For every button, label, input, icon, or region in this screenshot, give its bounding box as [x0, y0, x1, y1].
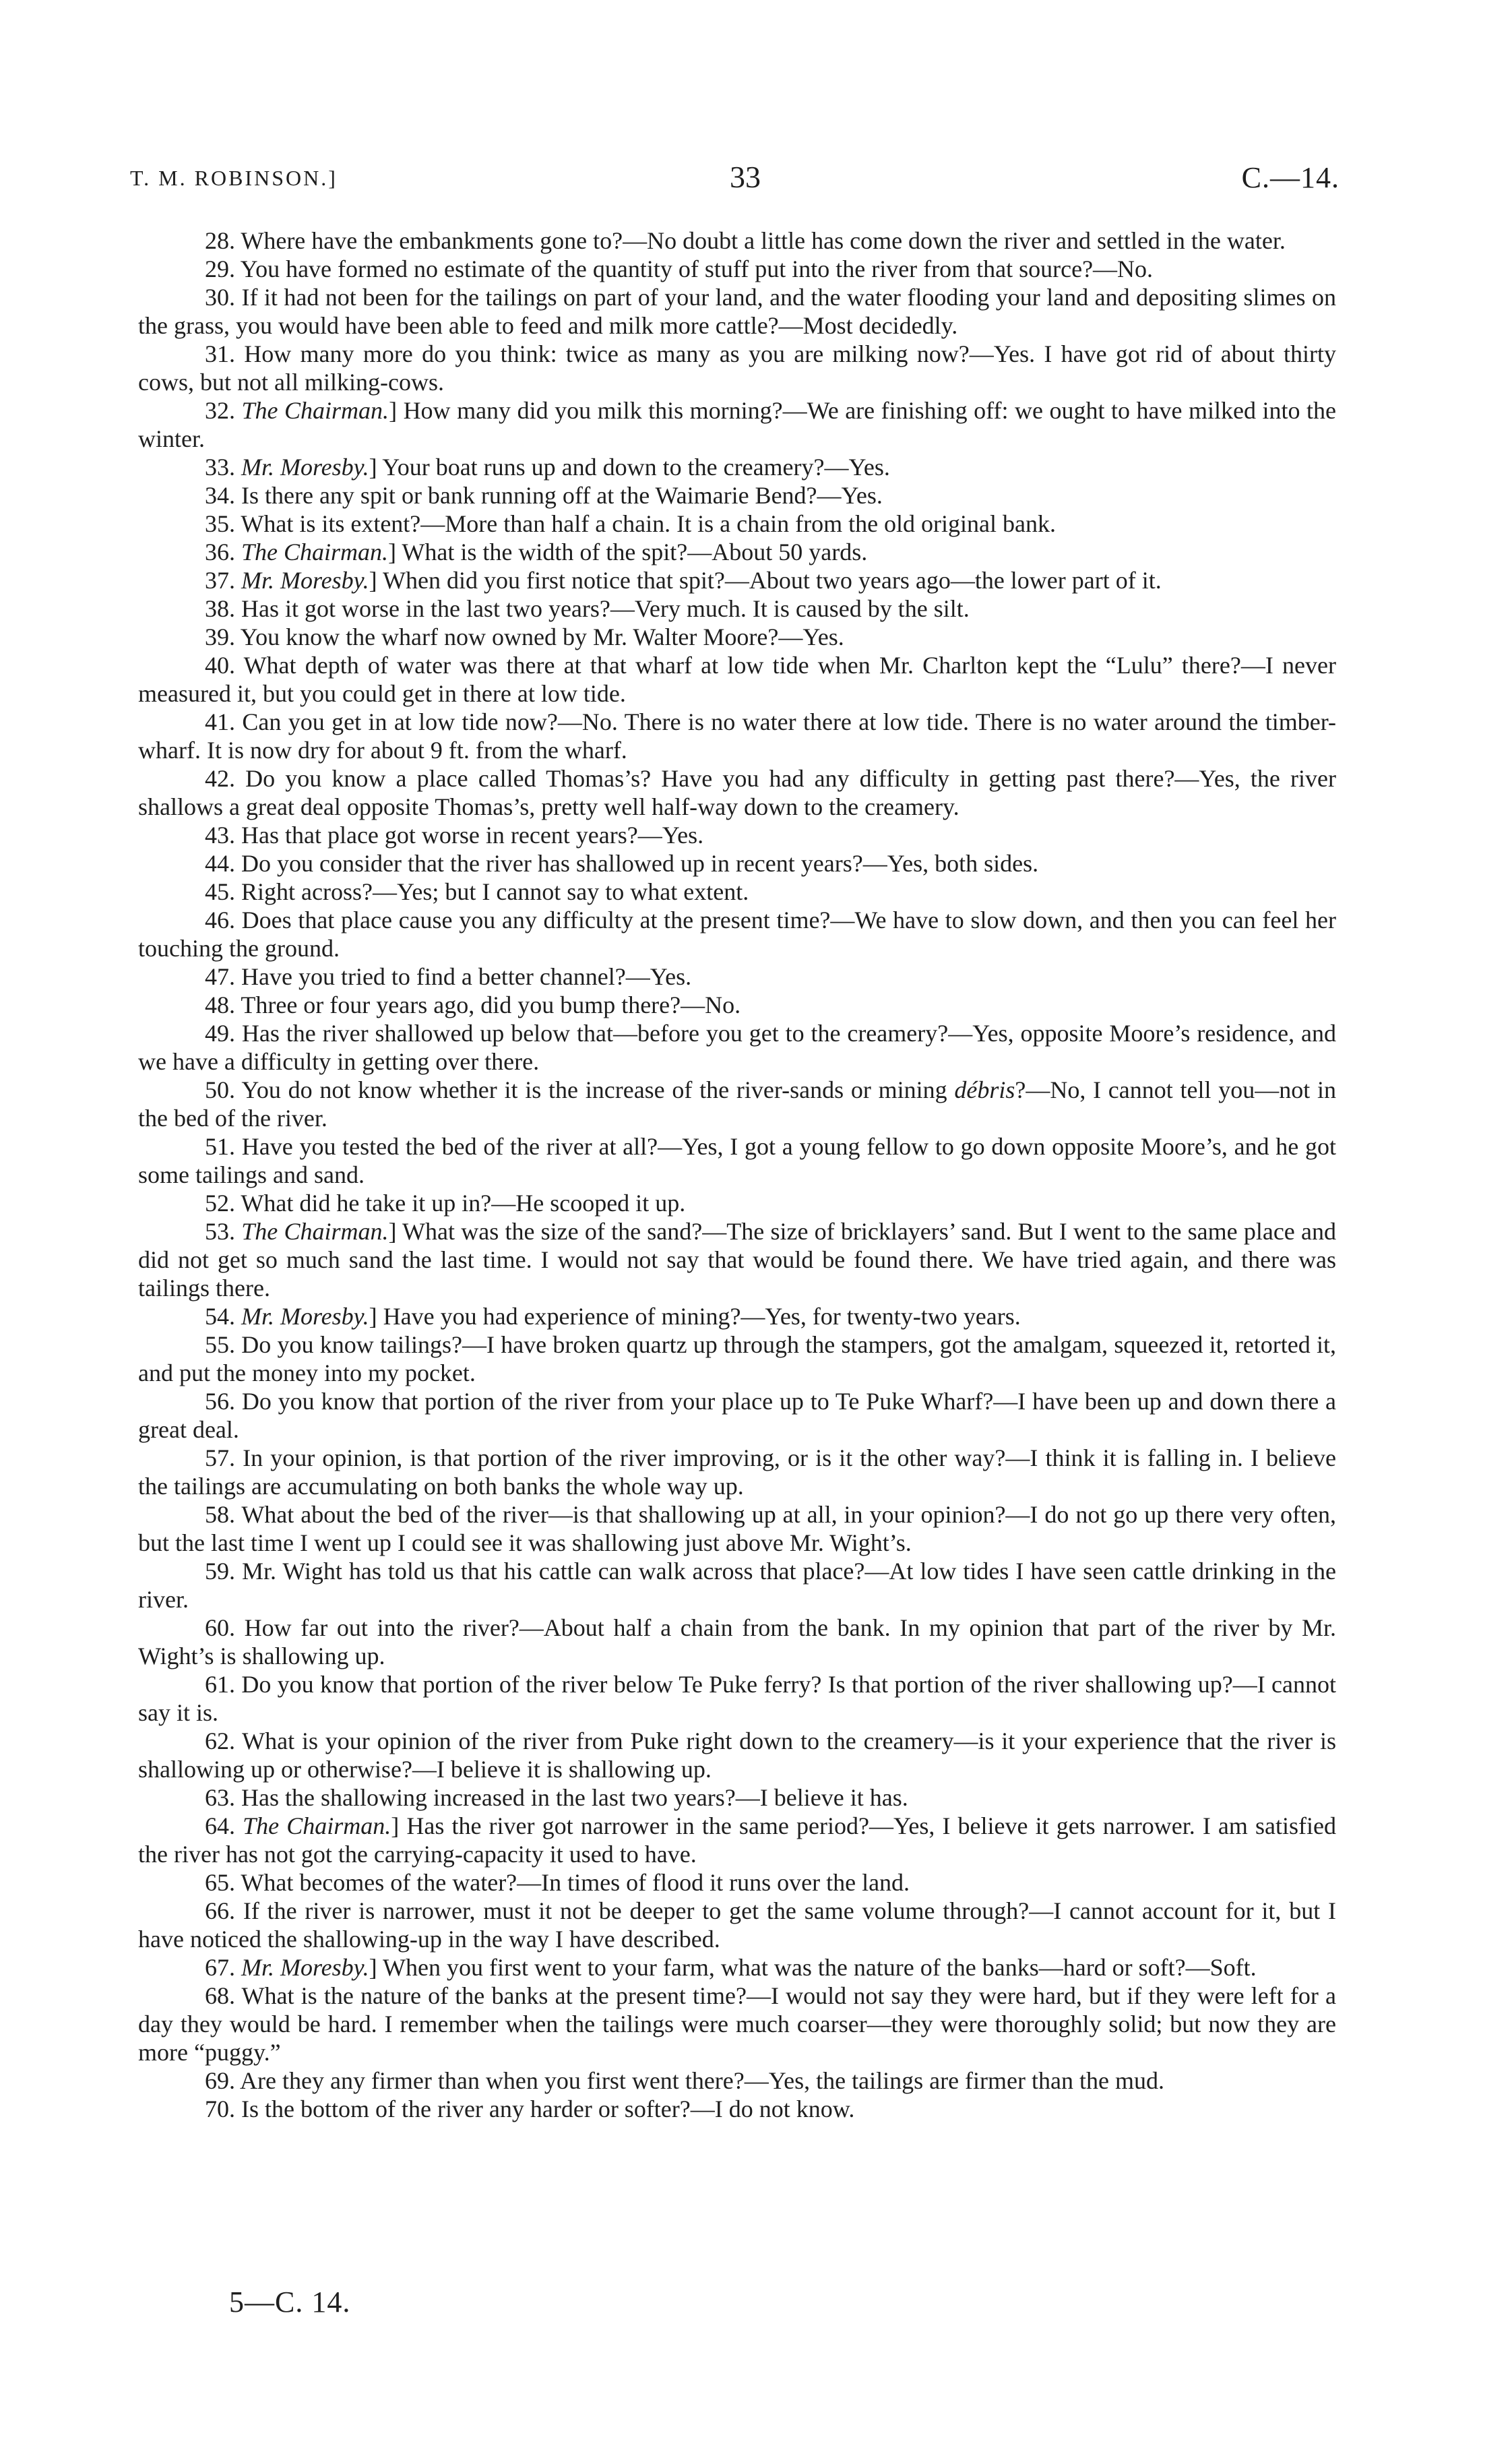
question-number: 45.: [205, 878, 235, 905]
question-answer-paragraph: [138, 1783, 1336, 1812]
testimony-text: Do you know tailings?—I have broken quartz up through the stampers, got the amalgam, squeezed it, retorted it, and put the money into my pocket.: [138, 1331, 1337, 1386]
question-number: 53.: [205, 1218, 235, 1245]
speaker-name: Mr. Moresby.: [241, 1954, 369, 1981]
question-number: 30.: [205, 284, 235, 311]
question-answer-paragraph: [138, 1953, 1336, 1982]
speaker-name: The Chairman.: [241, 539, 389, 565]
testimony-text: If the river is narrower, must it not be deeper to get the same volume through?—I cannot account for it, but I have noticed the shallowing-up in the way I have described.: [138, 1897, 1336, 1953]
question-answer-paragraph: [138, 1302, 1336, 1330]
testimony-text: ] Your boat runs up and down to the creamery?—Yes.: [369, 454, 890, 481]
testimony-text: What is its extent?—More than half a chain. It is a chain from the old original bank.: [241, 510, 1056, 537]
testimony-text-continued: ?—No, I cannot tell you—not in the bed of the river.: [138, 1076, 1336, 1132]
testimony-text: How many more do you think: twice as many as you are milking now?—Yes. I have got rid of about thirty cows, but not all milking-cows.: [138, 340, 1336, 396]
question-answer-paragraph: [138, 1982, 1336, 2066]
question-answer-paragraph: [138, 1727, 1336, 1783]
question-answer-paragraph: [138, 453, 1336, 481]
question-answer-paragraph: [138, 594, 1336, 623]
question-number: 47.: [205, 963, 235, 990]
question-number: 43.: [205, 822, 235, 849]
speaker-name: Mr. Moresby.: [241, 1303, 369, 1330]
testimony-text: ] Has the river got narrower in the same period?—Yes, I believe it gets narrower. I am satisfied the river has not got the carrying-capacity it used to have.: [138, 1812, 1336, 1868]
question-answer-paragraph: [138, 1189, 1336, 1217]
testimony-text: What becomes of the water?—In times of flood it runs over the land.: [241, 1869, 910, 1896]
question-answer-paragraph: [138, 1330, 1336, 1387]
question-number: 58.: [205, 1501, 235, 1528]
question-number: 55.: [205, 1331, 235, 1358]
question-number: 49.: [205, 1020, 235, 1047]
testimony-text: Has that place got worse in recent years?—Yes.: [241, 822, 704, 849]
testimony-text: Do you know that portion of the river below Te Puke ferry? Is that portion of the river shallowing up?—I cannot say it is.: [138, 1671, 1337, 1726]
question-number: 44.: [205, 850, 235, 877]
question-answer-paragraph: [138, 1076, 1336, 1132]
question-answer-paragraph: [138, 2095, 1336, 2123]
testimony-text: What is the nature of the banks at the present time?—I would not say they were hard, but if they were left for a day they would be hard. I remember when the tailings were much coarser—they were thoroughly solid; but now they are more “puggy.”: [138, 1982, 1336, 2066]
testimony-body: [138, 226, 1336, 2123]
testimony-text: You do not know whether it is the increase of the river-sands or mining: [241, 1076, 955, 1103]
testimony-text: Right across?—Yes; but I cannot say to what extent.: [241, 878, 749, 905]
testimony-text: Does that place cause you any difficulty at the present time?—We have to slow down, and then you can feel her touching the ground.: [138, 907, 1336, 962]
question-number: 63.: [205, 1784, 235, 1811]
question-number: 65.: [205, 1869, 235, 1896]
question-number: 46.: [205, 907, 235, 933]
testimony-text: Do you consider that the river has shallowed up in recent years?—Yes, both sides.: [241, 850, 1039, 877]
question-number: 64.: [205, 1812, 235, 1839]
page-header: [130, 156, 1340, 204]
question-number: 56.: [205, 1388, 235, 1415]
testimony-text: If it had not been for the tailings on part of your land, and the water flooding your land and depositing slimes on the grass, you would have been able to feed and milk more cattle?—Most decidedly.: [138, 284, 1337, 339]
question-number: 34.: [205, 482, 235, 509]
speaker-name: The Chairman.: [241, 397, 389, 424]
question-answer-paragraph: [138, 1444, 1336, 1500]
testimony-text: What depth of water was there at that wharf at low tide when Mr. Charlton kept the “Lulu” there?—I never measured it, but you could get in there at low tide.: [138, 652, 1336, 707]
witness-name: T. M. ROBINSON.]: [130, 166, 338, 190]
testimony-text: Has the shallowing increased in the last two years?—I believe it has.: [241, 1784, 908, 1811]
question-number: 66.: [205, 1897, 235, 1924]
question-answer-paragraph: [138, 991, 1336, 1019]
question-number: 51.: [205, 1133, 235, 1160]
italic-term: débris: [954, 1076, 1015, 1103]
testimony-text: Where have the embankments gone to?—No doubt a little has come down the river and settled in the water.: [241, 227, 1286, 254]
question-answer-paragraph: [138, 1500, 1336, 1557]
question-number: 32.: [205, 397, 235, 424]
speaker-name: Mr. Moresby.: [241, 567, 369, 594]
question-number: 52.: [205, 1190, 235, 1217]
question-number: 31.: [205, 340, 235, 367]
testimony-text: ] What is the width of the spit?—About 50 yards.: [388, 539, 868, 565]
testimony-text: What is your opinion of the river from Puke right down to the creamery—is it your experience that the river is shallowing up or otherwise?—I believe it is shallowing up.: [138, 1727, 1336, 1783]
testimony-text: Three or four years ago, did you bump there?—No.: [241, 991, 741, 1018]
question-answer-paragraph: [138, 1812, 1336, 1868]
question-answer-paragraph: [138, 878, 1336, 906]
question-answer-paragraph: [138, 708, 1336, 764]
question-number: 37.: [205, 567, 235, 594]
testimony-text: ] How many did you milk this morning?—We are finishing off: we ought to have milked into the winter.: [138, 397, 1337, 452]
testimony-text: You know the wharf now owned by Mr. Walter Moore?—Yes.: [240, 623, 844, 650]
question-answer-paragraph: [138, 396, 1336, 453]
question-number: 28.: [205, 227, 235, 254]
page-number: 33: [730, 160, 761, 194]
testimony-text: Has the river shallowed up below that—before you get to the creamery?—Yes, opposite Moore’s residence, and we have a difficulty in getting over there.: [138, 1020, 1336, 1075]
question-number: 60.: [205, 1614, 235, 1641]
question-number: 35.: [205, 510, 235, 537]
testimony-text: Can you get in at low tide now?—No. There is no water there at low tide. There is no water around the timber-wharf. It is now dry for about 9 ft. from the wharf.: [138, 708, 1336, 764]
question-answer-paragraph: [138, 1019, 1336, 1076]
testimony-text: What about the bed of the river—is that shallowing up at all, in your opinion?—I do not go up there very often, but the last time I went up I could see it was shallowing just above Mr. Wight’s.: [138, 1501, 1336, 1556]
testimony-text: ] What was the size of the sand?—The size of bricklayers’ sand. But I went to the same place and did not get so much sand the last time. I would not say that would be found there. We have tried again, and there was tailings there.: [138, 1218, 1336, 1301]
question-answer-paragraph: [138, 821, 1336, 849]
question-answer-paragraph: [138, 623, 1336, 651]
question-number: 70.: [205, 2095, 235, 2122]
question-answer-paragraph: [138, 1868, 1336, 1897]
testimony-text: What did he take it up in?—He scooped it up.: [241, 1190, 686, 1217]
testimony-text: ] When you first went to your farm, what was the nature of the banks—hard or soft?—Soft.: [369, 1954, 1257, 1981]
question-number: 57.: [205, 1444, 235, 1471]
question-number: 69.: [205, 2067, 235, 2094]
testimony-text: ] Have you had experience of mining?—Yes, for twenty-two years.: [369, 1303, 1021, 1330]
question-answer-paragraph: [138, 962, 1336, 991]
speaker-name: The Chairman.: [243, 1812, 391, 1839]
question-answer-paragraph: [138, 1132, 1336, 1189]
testimony-text: Do you know that portion of the river from your place up to Te Puke Wharf?—I have been up and down there a great deal.: [138, 1388, 1336, 1443]
testimony-text: Do you know a place called Thomas’s? Have you had any difficulty in getting past there?—Yes, the river shallows a great deal opposite Thomas’s, pretty well half-way down to the creamery.: [138, 765, 1337, 820]
question-number: 29.: [205, 255, 235, 282]
paper-reference: C.—14.: [1241, 161, 1340, 194]
question-answer-paragraph: [138, 538, 1336, 566]
speaker-name: The Chairman.: [241, 1218, 389, 1245]
question-answer-paragraph: [138, 1557, 1336, 1614]
testimony-text: In your opinion, is that portion of the river improving, or is it the other way?—I think it is falling in. I believe the tailings are accumulating on both banks the whole way up.: [138, 1444, 1336, 1500]
testimony-text: Is the bottom of the river any harder or softer?—I do not know.: [241, 2095, 855, 2122]
question-answer-paragraph: [138, 651, 1336, 708]
testimony-text: Have you tested the bed of the river at all?—Yes, I got a young fellow to go down opposite Moore’s, and he got some tailings and sand.: [138, 1133, 1337, 1188]
question-answer-paragraph: [138, 764, 1336, 821]
question-number: 61.: [205, 1671, 235, 1698]
question-answer-paragraph: [138, 1387, 1336, 1444]
question-answer-paragraph: [138, 1217, 1336, 1302]
question-answer-paragraph: [138, 1897, 1336, 1953]
question-number: 48.: [205, 991, 235, 1018]
testimony-text: Are they any firmer than when you first went there?—Yes, the tailings are firmer than the mud.: [240, 2067, 1164, 2094]
question-answer-paragraph: [138, 226, 1336, 255]
speaker-name: Mr. Moresby.: [241, 454, 369, 481]
question-number: 33.: [205, 454, 235, 481]
testimony-text: You have formed no estimate of the quantity of stuff put into the river from that source?—No.: [240, 255, 1154, 282]
footer-signature: 5—C. 14.: [229, 2286, 351, 2319]
question-number: 59.: [205, 1558, 235, 1585]
question-number: 38.: [205, 595, 235, 622]
question-number: 39.: [205, 623, 235, 650]
question-number: 50.: [205, 1076, 235, 1103]
testimony-text: ] When did you first notice that spit?—About two years ago—the lower part of it.: [369, 567, 1162, 594]
question-number: 40.: [205, 652, 235, 679]
testimony-text: Mr. Wight has told us that his cattle can walk across that place?—At low tides I have seen cattle drinking in the river.: [138, 1558, 1336, 1613]
question-answer-paragraph: [138, 1614, 1336, 1670]
testimony-text: Is there any spit or bank running off at the Waimarie Bend?—Yes.: [241, 482, 883, 509]
question-answer-paragraph: [138, 340, 1336, 396]
question-answer-paragraph: [138, 255, 1336, 283]
question-answer-paragraph: [138, 906, 1336, 962]
testimony-text: How far out into the river?—About half a chain from the bank. In my opinion that part of the river by Mr. Wight’s is shallowing up.: [138, 1614, 1336, 1669]
question-number: 42.: [205, 765, 235, 792]
question-answer-paragraph: [138, 1670, 1336, 1727]
question-number: 41.: [205, 708, 235, 735]
question-answer-paragraph: [138, 566, 1336, 594]
question-answer-paragraph: [138, 510, 1336, 538]
testimony-text: Have you tried to find a better channel?—Yes.: [241, 963, 692, 990]
question-number: 54.: [205, 1303, 235, 1330]
question-answer-paragraph: [138, 283, 1336, 340]
testimony-text: Has it got worse in the last two years?—Very much. It is caused by the silt.: [241, 595, 970, 622]
question-number: 36.: [205, 539, 235, 565]
question-answer-paragraph: [138, 2066, 1336, 2095]
question-number: 68.: [205, 1982, 235, 2009]
question-answer-paragraph: [138, 481, 1336, 510]
question-number: 67.: [205, 1954, 235, 1981]
question-answer-paragraph: [138, 849, 1336, 878]
question-number: 62.: [205, 1727, 235, 1754]
